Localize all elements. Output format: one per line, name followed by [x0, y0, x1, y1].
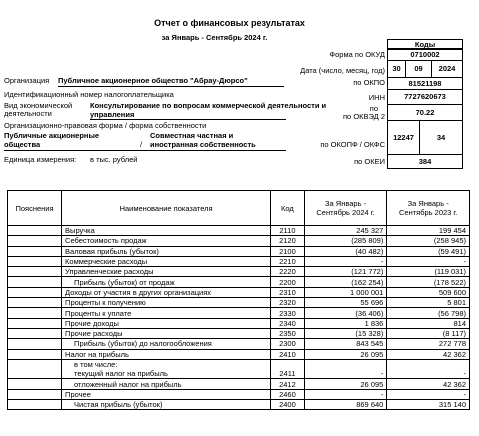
- row-code: 2350: [271, 328, 305, 338]
- table-row: [8, 339, 470, 349]
- row-code: 2210: [271, 256, 305, 266]
- header-notes: Пояснения: [8, 191, 62, 226]
- row-name: Прочее: [62, 389, 271, 399]
- activity-value-1: Консультирование по вопросам коммерческой деятельности и: [90, 101, 327, 110]
- row-notes: [8, 349, 62, 359]
- row-value-2023: 272 778: [387, 339, 470, 349]
- okved-label: по ОКВЭД 2: [343, 112, 385, 121]
- codes-header: Коды: [387, 39, 463, 50]
- row-value-2024: -: [304, 389, 387, 399]
- row-name: Выручка: [62, 226, 271, 236]
- row-value-2023: (59 491): [387, 246, 470, 256]
- table-row: [8, 277, 470, 287]
- row-value-2023: (258 945): [387, 236, 470, 246]
- row-value-2023: 199 454: [387, 226, 470, 236]
- okud-label: Форма по ОКУД: [329, 50, 385, 59]
- row-value-2024: 1 836: [304, 318, 387, 328]
- row-value-2023: (119 031): [387, 267, 470, 277]
- financial-results-table: [7, 190, 470, 410]
- row-notes: [8, 400, 62, 410]
- legal-form-2a: Совместная частная и: [150, 131, 234, 140]
- row-value-2024: 1 000 001: [304, 287, 387, 297]
- row-notes: [8, 277, 62, 287]
- unit-value: в тыс. рублей: [90, 155, 138, 164]
- header-code: Код: [271, 191, 305, 226]
- row-name: отложенный налог на прибыль: [62, 379, 271, 389]
- row-value-2024: 245 327: [304, 226, 387, 236]
- row-notes: [8, 236, 62, 246]
- table-row: [8, 400, 470, 410]
- row-value-2023: 42 362: [387, 349, 470, 359]
- row-name: Проценты к уплате: [62, 308, 271, 318]
- row-code: 2110: [271, 226, 305, 236]
- row-value-2023: (56 798): [387, 308, 470, 318]
- row-code: 2411: [271, 369, 305, 379]
- table-row: [8, 267, 470, 277]
- row-notes: [8, 389, 62, 399]
- table-row: [8, 379, 470, 389]
- table-row: [8, 318, 470, 328]
- row-name: Коммерческие расходы: [62, 256, 271, 266]
- legal-form-slash: /: [140, 140, 143, 149]
- row-code: 2320: [271, 298, 305, 308]
- row-notes: [8, 298, 62, 308]
- okpo-value: 81521198: [387, 77, 463, 90]
- row-value-2023: -: [387, 256, 470, 266]
- row-code: 2330: [271, 308, 305, 318]
- okved-po: по: [369, 104, 378, 113]
- row-value-2024: -: [304, 256, 387, 266]
- table-row: [8, 246, 470, 256]
- table-row: [8, 328, 470, 338]
- okved-value: 70.22: [387, 104, 463, 121]
- row-code: [271, 359, 305, 369]
- row-value-2023: -: [387, 389, 470, 399]
- row-value-2023: -: [387, 369, 470, 379]
- row-name: Валовая прибыль (убыток): [62, 246, 271, 256]
- row-notes: [8, 379, 62, 389]
- activity-value-2: управления: [90, 110, 135, 119]
- row-value-2023: 5 801: [387, 298, 470, 308]
- row-code: 2100: [271, 246, 305, 256]
- row-value-2023: 42 362: [387, 379, 470, 389]
- row-name: Прочие расходы: [62, 328, 271, 338]
- taxid-label: Идентификационный номер налогоплательщика: [4, 90, 174, 99]
- row-name: Прочие доходы: [62, 318, 271, 328]
- row-name: в том числе:: [62, 359, 271, 369]
- row-code: 2410: [271, 349, 305, 359]
- row-value-2024: (121 772): [304, 267, 387, 277]
- row-name: Доходы от участия в других организациях: [62, 287, 271, 297]
- table-row: [8, 359, 470, 369]
- row-notes: [8, 328, 62, 338]
- okud-value: 0710002: [387, 48, 463, 61]
- row-notes: [8, 359, 62, 369]
- table-row: [8, 389, 470, 399]
- row-code: 2400: [271, 400, 305, 410]
- header-name: Наименование показателя: [62, 191, 271, 226]
- row-code: 2200: [271, 277, 305, 287]
- org-label: Организация: [4, 76, 50, 85]
- row-value-2024: -: [304, 369, 387, 379]
- row-code: 2120: [271, 236, 305, 246]
- row-code: 2412: [271, 379, 305, 389]
- table-header-row: [8, 191, 470, 226]
- date-label: Дата (число, месяц, год): [300, 66, 385, 75]
- date-month: 09: [405, 60, 432, 78]
- row-value-2024: (15 328): [304, 328, 387, 338]
- row-value-2023: [387, 359, 470, 369]
- okopf-label: по ОКОПФ / ОКФС: [320, 140, 385, 149]
- legal-form-2b: иностранная собственность: [150, 140, 256, 149]
- row-name: Проценты к получению: [62, 298, 271, 308]
- row-notes: [8, 267, 62, 277]
- row-name: Управленческие расходы: [62, 267, 271, 277]
- row-notes: [8, 339, 62, 349]
- row-value-2023: 509 600: [387, 287, 470, 297]
- row-value-2024: [304, 359, 387, 369]
- row-code: 2310: [271, 287, 305, 297]
- row-code: 2460: [271, 389, 305, 399]
- unit-label: Единица измерения:: [4, 155, 77, 164]
- row-value-2024: (40 482): [304, 246, 387, 256]
- row-name: Налог на прибыль: [62, 349, 271, 359]
- table-row: [8, 256, 470, 266]
- row-notes: [8, 318, 62, 328]
- org-name: Публичное акционерное общество "Абрау-Дюрсо": [58, 76, 248, 85]
- row-name: Чистая прибыль (убыток): [62, 400, 271, 410]
- row-value-2023: (8 117): [387, 328, 470, 338]
- okei-value: 384: [387, 154, 463, 169]
- date-day: 30: [387, 60, 406, 78]
- row-value-2023: 315 140: [387, 400, 470, 410]
- okfs-value: 34: [419, 120, 463, 155]
- row-value-2024: 843 545: [304, 339, 387, 349]
- inn-label: ИНН: [368, 93, 385, 102]
- header-period-2023: За Январь - Сентябрь 2023 г.: [387, 191, 470, 226]
- okpo-label: по ОКПО: [353, 78, 385, 87]
- legal-form-1a: Публичные акционерные: [4, 131, 100, 140]
- report-title: Отчет о финансовых результатах: [154, 18, 305, 28]
- row-value-2024: (285 809): [304, 236, 387, 246]
- date-year: 2024: [431, 60, 463, 78]
- row-value-2024: 26 095: [304, 349, 387, 359]
- inn-value: 7727620673: [387, 89, 463, 105]
- row-value-2024: (36 406): [304, 308, 387, 318]
- row-value-2023: 814: [387, 318, 470, 328]
- row-value-2024: 55 696: [304, 298, 387, 308]
- row-value-2023: (178 522): [387, 277, 470, 287]
- row-notes: [8, 246, 62, 256]
- row-name: Себестоимость продаж: [62, 236, 271, 246]
- row-code: 2220: [271, 267, 305, 277]
- table-row: [8, 287, 470, 297]
- row-value-2024: 26 095: [304, 379, 387, 389]
- row-name: текущий налог на прибыль: [62, 369, 271, 379]
- row-notes: [8, 256, 62, 266]
- row-name: Прибыль (убыток) от продаж: [62, 277, 271, 287]
- row-code: 2300: [271, 339, 305, 349]
- row-name: Прибыль (убыток) до налогообложения: [62, 339, 271, 349]
- okopf-value: 12247: [387, 120, 420, 155]
- table-row: [8, 236, 470, 246]
- row-notes: [8, 308, 62, 318]
- okei-label: по ОКЕИ: [354, 157, 385, 166]
- table-row: [8, 298, 470, 308]
- activity-label-1: Вид экономической: [4, 101, 73, 110]
- activity-label-2: деятельности: [4, 109, 52, 118]
- legal-form-label: Организационно-правовая форма / форма собственности: [4, 121, 207, 130]
- row-code: 2340: [271, 318, 305, 328]
- header-period-2024: За Январь - Сентябрь 2024 г.: [304, 191, 387, 226]
- row-notes: [8, 226, 62, 236]
- table-row: [8, 369, 470, 379]
- table-row: [8, 308, 470, 318]
- row-notes: [8, 287, 62, 297]
- table-row: [8, 349, 470, 359]
- legal-form-1b: общества: [4, 140, 41, 149]
- row-notes: [8, 369, 62, 379]
- row-value-2024: (162 254): [304, 277, 387, 287]
- report-period: за Январь - Сентябрь 2024 г.: [161, 33, 268, 42]
- table-row: [8, 226, 470, 236]
- row-value-2024: 869 640: [304, 400, 387, 410]
